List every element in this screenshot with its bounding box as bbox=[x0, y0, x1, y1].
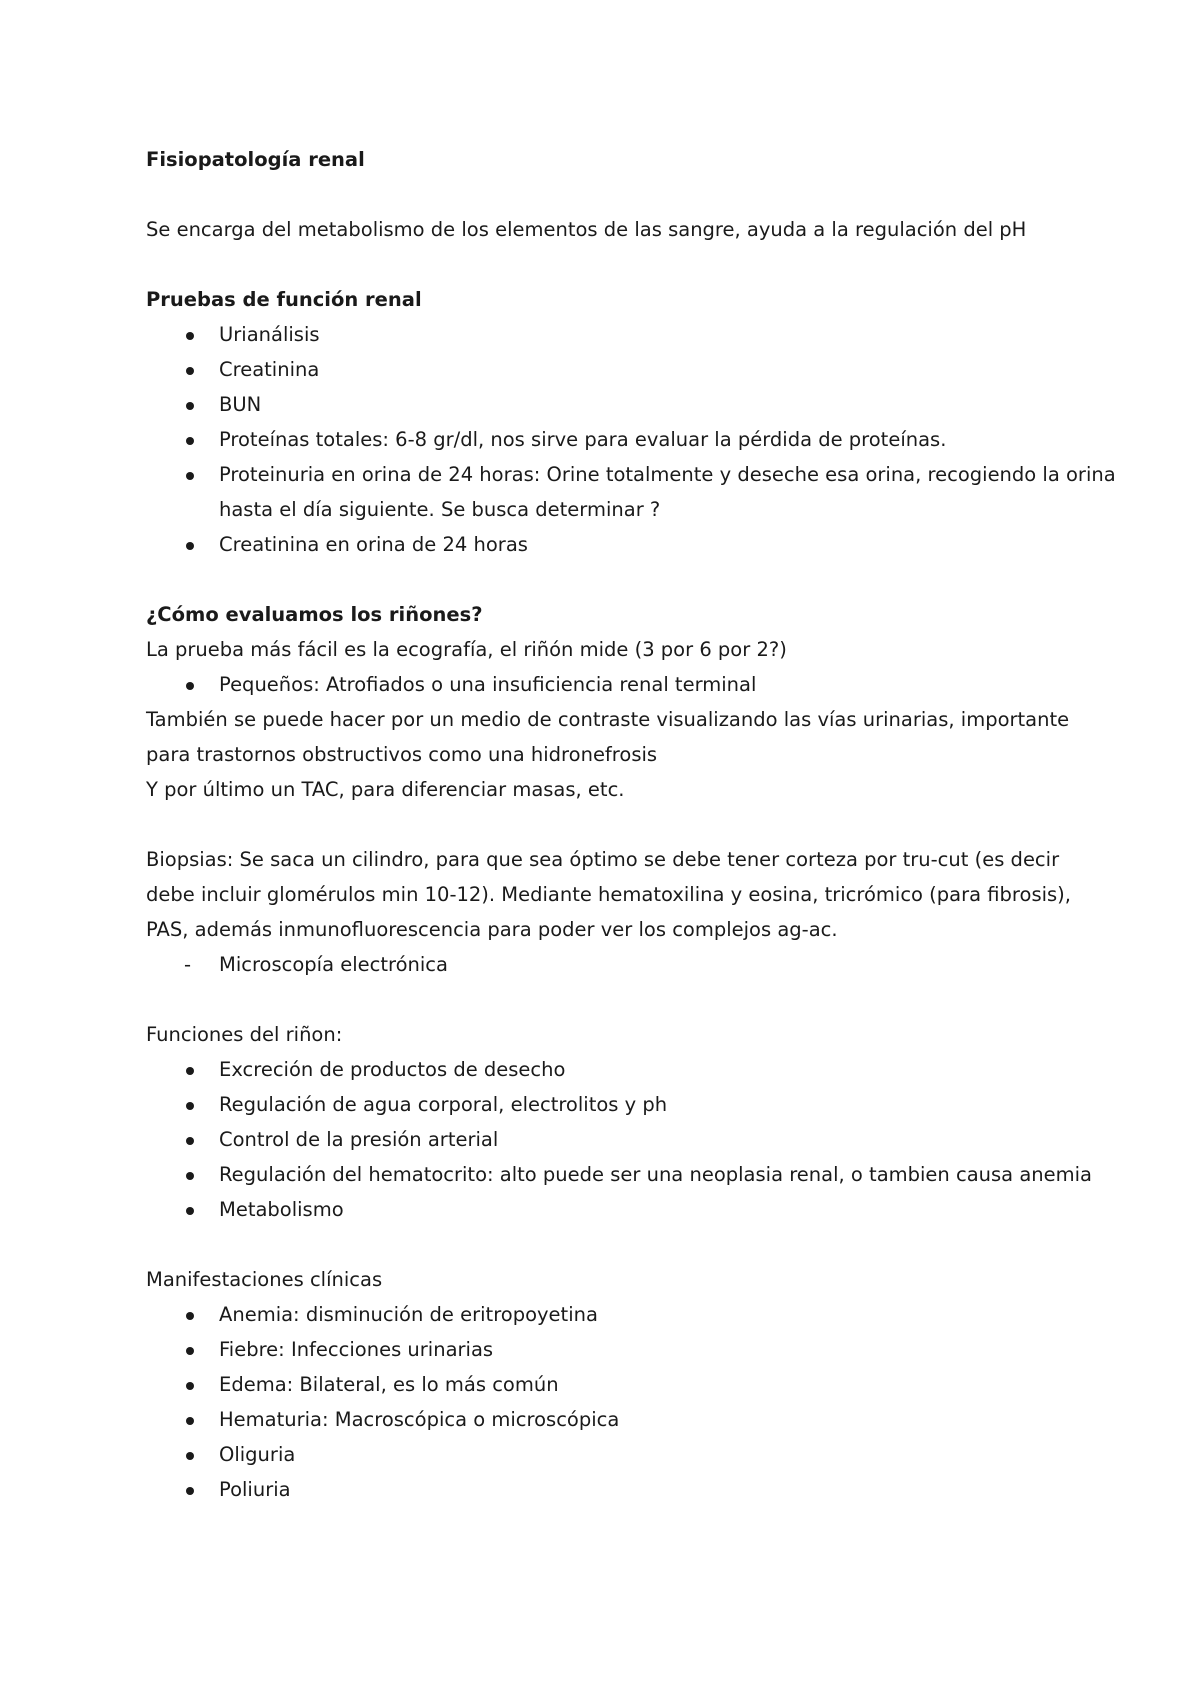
spacer bbox=[146, 807, 1080, 842]
bullet-icon bbox=[186, 1207, 194, 1215]
list-item: Oliguria bbox=[146, 1437, 1126, 1472]
bullet-icon bbox=[186, 1417, 194, 1425]
pruebas-list bbox=[146, 317, 1116, 562]
biopsias-paragraph: Biopsias: Se saca un cilindro, para que sea óptimo se debe tener corteza por tru-cut (es decir debe incluir glomérulos min 10-12). Mediante hematoxilina y eosina, tricrómico (para fibrosis), PAS, además inmunofluorescencia para poder ver los complejos ag-ac. bbox=[146, 848, 1071, 941]
bullet-icon bbox=[186, 1102, 194, 1110]
dash-icon: - bbox=[184, 953, 192, 976]
bullet-icon bbox=[186, 1382, 194, 1390]
spacer bbox=[146, 177, 1080, 212]
bullet-icon bbox=[186, 1347, 194, 1355]
list-item: Poliuria bbox=[146, 1472, 1126, 1507]
manifestaciones-heading: Manifestaciones clínicas bbox=[146, 1268, 383, 1291]
list-item: Control de la presión arterial bbox=[146, 1122, 1126, 1157]
list-item: Metabolismo bbox=[146, 1192, 1126, 1227]
list-item: Proteínas totales: 6-8 gr/dl, nos sirve para evaluar la pérdida de proteínas. bbox=[146, 422, 1126, 457]
list-item: Regulación del hematocrito: alto puede ser una neoplasia renal, o tambien causa anemia bbox=[146, 1157, 1126, 1192]
evaluacion-heading: ¿Cómo evaluamos los riñones? bbox=[146, 603, 483, 626]
list-item: Fiebre: Infecciones urinarias bbox=[146, 1332, 1126, 1367]
evaluacion-line: Y por último un TAC, para diferenciar masas, etc. bbox=[146, 778, 625, 801]
spacer bbox=[146, 247, 1080, 282]
bullet-icon bbox=[186, 437, 194, 445]
spacer bbox=[146, 1227, 1080, 1262]
bullet-icon bbox=[186, 472, 194, 480]
bullet-icon bbox=[186, 1137, 194, 1145]
list-item: Pequeños: Atrofiados o una insuficiencia renal terminal bbox=[146, 667, 1126, 702]
manifestaciones-list bbox=[146, 1297, 1080, 1507]
list-item: Excreción de productos de desecho bbox=[146, 1052, 1126, 1087]
bullet-icon bbox=[186, 1452, 194, 1460]
intro-paragraph: Se encarga del metabolismo de los elementos de las sangre, ayuda a la regulación del pH bbox=[146, 218, 1027, 241]
list-item: Creatinina bbox=[146, 352, 1126, 387]
bullet-icon bbox=[186, 1172, 194, 1180]
bullet-icon bbox=[186, 542, 194, 550]
evaluacion-line: También se puede hacer por un medio de contraste visualizando las vías urinarias, importante para trastornos obstructivos como una hidronefrosis bbox=[146, 708, 1070, 766]
bullet-icon bbox=[186, 682, 194, 690]
list-item: Urianálisis bbox=[146, 317, 1126, 352]
list-item: Regulación de agua corporal, electrolitos y ph bbox=[146, 1087, 1126, 1122]
bullet-icon bbox=[186, 367, 194, 375]
evaluacion-line: La prueba más fácil es la ecografía, el riñón mide (3 por 6 por 2?) bbox=[146, 638, 787, 661]
spacer bbox=[146, 982, 1080, 1017]
evaluacion-list bbox=[146, 667, 1080, 702]
list-item: Proteinuria en orina de 24 horas: Orine totalmente y deseche esa orina, recogiendo la orina hasta el día siguiente. Se busca determinar ? bbox=[146, 457, 1126, 527]
list-item: BUN bbox=[146, 387, 1126, 422]
bullet-icon bbox=[186, 1067, 194, 1075]
bullet-icon bbox=[186, 402, 194, 410]
funciones-list bbox=[146, 1052, 1092, 1227]
document-title: Fisiopatología renal bbox=[146, 148, 365, 171]
list-item: - Microscopía electrónica bbox=[146, 947, 1126, 982]
bullet-icon bbox=[186, 1487, 194, 1495]
list-item: Creatinina en orina de 24 horas bbox=[146, 527, 1126, 562]
list-item: Hematuria: Macroscópica o microscópica bbox=[146, 1402, 1126, 1437]
spacer bbox=[146, 562, 1080, 597]
funciones-heading: Funciones del riñon: bbox=[146, 1023, 343, 1046]
bullet-icon bbox=[186, 1312, 194, 1320]
biopsias-list bbox=[146, 947, 1080, 982]
list-item: Edema: Bilateral, es lo más común bbox=[146, 1367, 1126, 1402]
bullet-icon bbox=[186, 332, 194, 340]
list-item: Anemia: disminución de eritropoyetina bbox=[146, 1297, 1126, 1332]
pruebas-heading: Pruebas de función renal bbox=[146, 288, 422, 311]
